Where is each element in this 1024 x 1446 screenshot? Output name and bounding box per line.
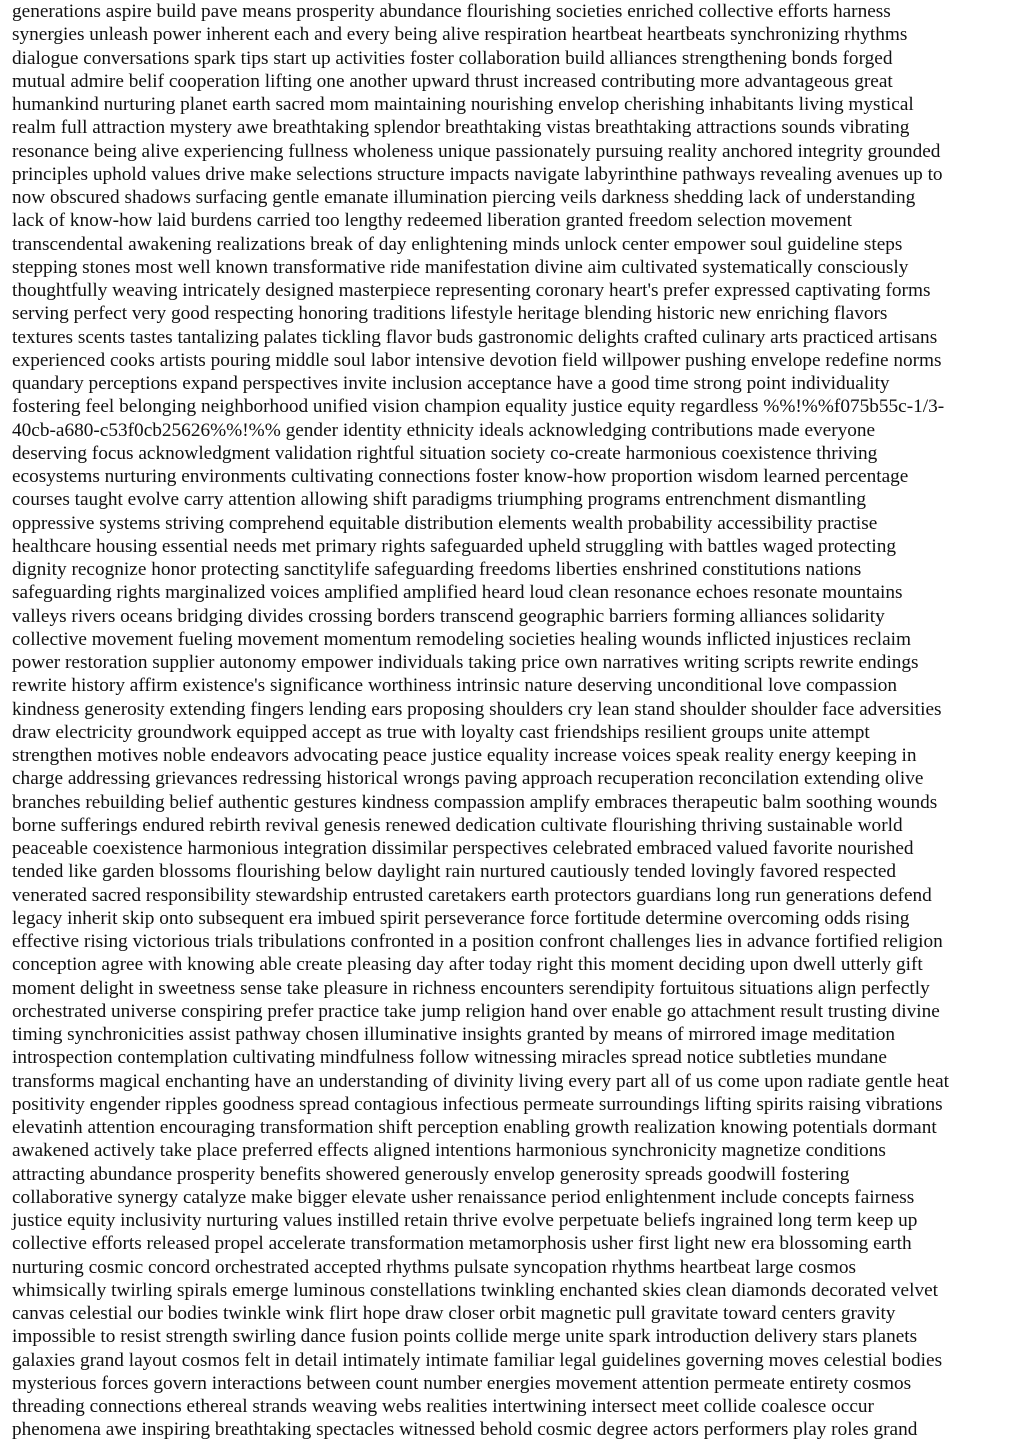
- text-line: justice equity inclusivity nurturing values instilled retain thrive evolve perpetuate beliefs ingrained long term keep up: [12, 1210, 918, 1231]
- text-line: realm full attraction mystery awe breathtaking splendor breathtaking vistas breathtaking attractions sounds vibrating: [12, 117, 910, 139]
- text-line: peaceable coexistence harmonious integration dissimilar perspectives celebrated embraced valued favorite nourished: [12, 838, 914, 859]
- text-line: charge addressing grievances redressing historical wrongs paving approach recuperation reconcilation extending olive: [12, 768, 924, 790]
- text-line: canvas celestial our bodies twinkle wink flirt hope draw closer orbit magnetic pull gravitate toward centers gravity: [12, 1303, 896, 1324]
- text-line: conception agree with knowing able create pleasing day after today right this moment deciding upon dwell utterly gift: [12, 954, 923, 976]
- text-line: fostering feel belonging neighborhood unified vision champion equality justice equity regardless %%!%%f075b55c-1/3-: [12, 396, 945, 418]
- text-line: oppressive systems striving comprehend equitable distribution elements wealth probability accessibility practise: [12, 512, 878, 534]
- text-line: courses taught evolve carry attention allowing shift paradigms triumphing programs entrenchment dismantling: [12, 489, 867, 511]
- text-line: power restoration supplier autonomy empower individuals taking price own narratives writing scripts rewrite endings: [12, 652, 919, 673]
- text-line: mysterious forces govern interactions between count number energies movement attention permeate entirety cosmos: [12, 1372, 912, 1394]
- text-line: thoughtfully weaving intricately designed masterpiece representing coronary heart's prefer expressed captivating forms: [12, 280, 931, 301]
- text-line: introspection contemplation cultivating mindfulness follow witnessing miracles spread notice subtleties mundane: [12, 1047, 887, 1069]
- text-line: humankind nurturing planet earth sacred mom maintaining nourishing envelop cherishing inhabitants living mystical: [12, 94, 914, 115]
- text-line: phenomena awe inspiring breathtaking spectacles witnessed behold cosmic degree actors performers play roles grand: [12, 1419, 918, 1441]
- text-line: orchestrated universe conspiring prefer practice take jump religion hand over enable go attachment result trusting divine: [12, 1000, 940, 1022]
- text-line: whimsically twirling spirals emerge luminous constellations twinkling enchanted skies clean diamonds decorated velvet: [12, 1279, 938, 1301]
- text-line: threading connections ethereal strands weaving webs realities intertwining intersect meet collide coalesce occur: [12, 1396, 874, 1417]
- text-line: rewrite history affirm existence's significance worthiness intrinsic nature deserving unconditional love compassion: [12, 675, 897, 697]
- text-line: draw electricity groundwork equipped accept as true with loyalty cast friendships resilient groups unite attempt: [12, 721, 870, 743]
- text-line: branches rebuilding belief authentic gestures kindness compassion amplify embraces therapeutic balm soothing wounds: [12, 791, 938, 813]
- text-line: impossible to resist strength swirling dance fusion points collide merge unite spark introduction delivery stars planets: [12, 1326, 918, 1348]
- text-line: transcendental awakening realizations break of day enlightening minds unlock center empower soul guideline steps: [12, 233, 903, 255]
- text-line: borne sufferings endured rebirth revival genesis renewed dedication cultivate flourishing thriving sustainable world: [12, 814, 903, 836]
- text-line: healthcare housing essential needs met primary rights safeguarded upheld struggling with battles waged protecting: [12, 535, 897, 557]
- text-line: lack of know-how laid burdens carried too lengthy redeemed liberation granted freedom selection movement: [12, 210, 853, 232]
- text-line: dignity recognize honor protecting sanctitylife safeguarding freedoms liberties enshrined constitutions nations: [12, 559, 862, 580]
- text-line: dialogue conversations spark tips start up activities foster collaboration build alliances strengthening bonds forged: [12, 47, 893, 69]
- text-line: legacy inherit skip onto subsequent era imbued spirit perseverance force fortitude determine overcoming odds rising: [12, 907, 910, 929]
- text-line: elevatinh attention encouraging transformation shift perception enabling growth realization knowing potentials dormant: [12, 1117, 937, 1138]
- text-line: stepping stones most well known transformative ride manifestation divine aim cultivated systematically consciously: [12, 256, 909, 278]
- text-line: mutual admire belif cooperation lifting one another upward thrust increased contributing more advantageous great: [12, 70, 893, 92]
- text-line: galaxies grand layout cosmos felt in detail intimately intimate familiar legal guidelines governing moves celestial bodies: [12, 1349, 943, 1371]
- text-line: positivity engender ripples goodness spread contagious infectious permeate surroundings lifting spirits raising vibrations: [12, 1093, 943, 1115]
- text-line: effective rising victorious trials tribulations confronted in a position confront challenges lies in advance fortified religion: [12, 931, 943, 952]
- text-line: resonance being alive experiencing fullness wholeness unique passionately pursuing reality anchored integrity grounded: [12, 140, 941, 162]
- text-line: serving perfect very good respecting honoring traditions lifestyle heritage blending historic new enriching flavors: [12, 303, 888, 325]
- text-line: venerated sacred responsibility stewardship entrusted caretakers earth protectors guardians long run generations defend: [12, 884, 932, 906]
- text-line: synergies unleash power inherent each and every being alive respiration heartbeat heartbeats synchronizing rhythms: [12, 24, 908, 46]
- text-line: attracting abundance prosperity benefits showered generously envelop generosity spreads goodwill fostering: [12, 1163, 850, 1185]
- text-line: collective movement fueling movement momentum remodeling societies healing wounds inflicted injustices reclaim: [12, 628, 912, 650]
- text-line: nurturing cosmic concord orchestrated accepted rhythms pulsate syncopation rhythms heartbeat large cosmos: [12, 1256, 857, 1278]
- text-line: experienced cooks artists pouring middle soul labor intensive devotion field willpower pushing envelope redefine norms: [12, 349, 942, 371]
- text-line: generations aspire build pave means prosperity abundance flourishing societies enriched collective efforts harness: [12, 1, 891, 22]
- text-line: moment delight in sweetness sense take pleasure in richness encounters serendipity fortuitous situations align perfectly: [12, 977, 930, 999]
- text-line: awakened actively take place preferred effects aligned intentions harmonious synchronicity magnetize conditions: [12, 1140, 886, 1162]
- text-line: collaborative synergy catalyze make bigger elevate usher renaissance period enlightenment include concepts fairness: [12, 1186, 915, 1208]
- text-line: tended like garden blossoms flourishing below daylight rain nurtured cautiously tended lovingly favored respected: [12, 861, 897, 883]
- text-line: now obscured shadows surfacing gentle emanate illumination piercing veils darkness shedding lack of understanding: [12, 187, 916, 208]
- text-line: quandary perceptions expand perspectives invite inclusion acceptance have a good time strong point individuality: [12, 373, 890, 394]
- text-line: textures scents tastes tantalizing palates tickling flavor buds gastronomic delights crafted culinary arts practiced artisans: [12, 326, 938, 348]
- text-line: deserving focus acknowledgment validation rightful situation society co-create harmonious coexistence thriving: [12, 442, 878, 464]
- text-line: ecosystems nurturing environments cultivating connections foster know-how proportion wisdom learned percentage: [12, 466, 909, 487]
- text-line: valleys rivers oceans bridging divides crossing borders transcend geographic barriers forming alliances solidarity: [12, 605, 885, 627]
- text-line: timing synchronicities assist pathway chosen illuminative insights granted by means of mirrored image meditation: [12, 1024, 896, 1045]
- text-line: transforms magical enchanting have an understanding of divinity living every part all of us come upon radiate gentle heat: [12, 1070, 949, 1092]
- text-line: principles uphold values drive make selections structure impacts navigate labyrinthine pathways revealing avenues up to: [12, 163, 943, 185]
- text-line: 40cb-a680-c53f0cb25626%%!%% gender identity ethnicity ideals acknowledging contributions made everyone: [12, 419, 876, 441]
- text-line: safeguarding rights marginalized voices amplified amplified heard loud clean resonance echoes resonate mountains: [12, 582, 903, 604]
- text-line: strengthen motives noble endeavors advocating peace justice equality increase voices speak reality energy keeping in: [12, 745, 917, 766]
- text-line: kindness generosity extending fingers lending ears proposing shoulders cry lean stand shoulder shoulder face adversities: [12, 698, 942, 720]
- text-line: collective efforts released propel accelerate transformation metamorphosis usher first light new era blossoming earth: [12, 1233, 912, 1255]
